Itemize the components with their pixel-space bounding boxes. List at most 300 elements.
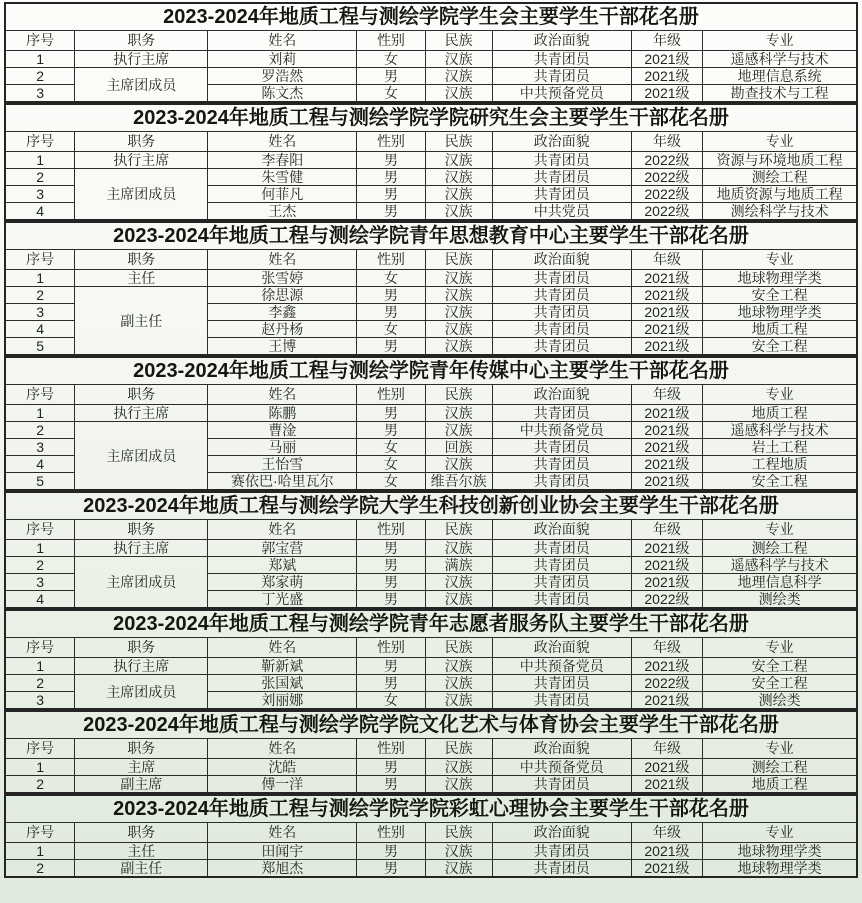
table-row [5,658,857,675]
cell-ethnicity: 汉族 [425,321,492,338]
column-header-grade: 年级 [631,739,703,759]
cell-no: 2 [5,68,75,85]
column-header-no: 序号 [5,250,75,270]
cell-major: 地质工程 [703,321,857,338]
cell-no: 4 [5,321,75,338]
column-header-position: 职务 [75,31,208,51]
cell-position: 副主任 [75,860,208,878]
column-header-position: 职务 [75,385,208,405]
cell-no: 5 [5,473,75,491]
table-row [5,68,857,85]
cell-position: 主任 [75,843,208,860]
cell-grade: 2021级 [631,287,703,304]
cell-political-status: 共青团员 [492,152,631,169]
cell-major: 勘查技术与工程 [703,85,857,103]
cell-name: 田闻宇 [208,843,357,860]
cell-major: 工程地质 [703,456,857,473]
column-header-name: 姓名 [208,739,357,759]
cell-grade: 2022级 [631,675,703,692]
cell-name: 李鑫 [208,304,357,321]
cell-no: 4 [5,591,75,609]
cell-no: 2 [5,169,75,186]
column-header-grade: 年级 [631,132,703,152]
cell-no: 2 [5,776,75,794]
cell-position: 主席团成员 [75,675,208,710]
column-header-gender: 性别 [357,739,425,759]
cell-name: 陈文杰 [208,85,357,103]
column-header-no: 序号 [5,31,75,51]
cell-ethnicity: 汉族 [425,68,492,85]
column-header-row [5,823,857,843]
table-row [5,675,857,692]
cell-major: 岩土工程 [703,439,857,456]
cell-political-status: 共青团员 [492,776,631,794]
cell-gender: 男 [357,557,425,574]
cell-grade: 2021级 [631,270,703,287]
cell-position: 主席团成员 [75,422,208,491]
cell-grade: 2021级 [631,456,703,473]
cell-ethnicity: 汉族 [425,658,492,675]
cell-name: 刘莉 [208,51,357,68]
cell-major: 安全工程 [703,658,857,675]
cell-no: 1 [5,270,75,287]
cell-name: 张雪婷 [208,270,357,287]
cell-name: 陈鹏 [208,405,357,422]
cell-ethnicity: 汉族 [425,675,492,692]
cell-major: 安全工程 [703,473,857,491]
cell-political-status: 共青团员 [492,405,631,422]
cell-political-status: 中共预备党员 [492,759,631,776]
section-title: 2023-2024年地质工程与测绘学院学生会主要学生干部花名册 [5,3,857,31]
section-title: 2023-2024年地质工程与测绘学院青年志愿者服务队主要学生干部花名册 [5,610,857,638]
cell-no: 1 [5,540,75,557]
cell-gender: 男 [357,169,425,186]
column-header-row [5,385,857,405]
cell-no: 3 [5,186,75,203]
cell-gender: 男 [357,304,425,321]
column-header-row [5,31,857,51]
column-header-gender: 性别 [357,385,425,405]
roster-section-table [4,2,858,103]
cell-ethnicity: 汉族 [425,85,492,103]
column-header-name: 姓名 [208,520,357,540]
cell-major: 安全工程 [703,287,857,304]
cell-ethnicity: 汉族 [425,51,492,68]
column-header-major: 专业 [703,638,857,658]
section-title-row [5,492,857,520]
cell-gender: 女 [357,321,425,338]
cell-gender: 男 [357,186,425,203]
cell-major: 测绘工程 [703,540,857,557]
cell-grade: 2022级 [631,591,703,609]
column-header-grade: 年级 [631,638,703,658]
cell-position: 主席团成员 [75,557,208,609]
cell-political-status: 共青团员 [492,270,631,287]
table-row [5,270,857,287]
column-header-political-status: 政治面貌 [492,132,631,152]
column-header-grade: 年级 [631,823,703,843]
section-title: 2023-2024年地质工程与测绘学院学院彩虹心理协会主要学生干部花名册 [5,795,857,823]
cell-no: 2 [5,557,75,574]
cell-ethnicity: 汉族 [425,843,492,860]
section-title-row [5,357,857,385]
cell-no: 1 [5,843,75,860]
table-row [5,759,857,776]
column-header-political-status: 政治面貌 [492,250,631,270]
column-header-ethnicity: 民族 [425,520,492,540]
cell-name: 刘丽娜 [208,692,357,710]
column-header-position: 职务 [75,520,208,540]
cell-ethnicity: 汉族 [425,203,492,221]
cell-gender: 女 [357,692,425,710]
cell-ethnicity: 满族 [425,557,492,574]
cell-ethnicity: 汉族 [425,270,492,287]
column-header-position: 职务 [75,132,208,152]
cell-major: 地质工程 [703,405,857,422]
column-header-political-status: 政治面貌 [492,823,631,843]
cell-grade: 2021级 [631,321,703,338]
cell-no: 2 [5,287,75,304]
column-header-no: 序号 [5,385,75,405]
cell-ethnicity: 汉族 [425,186,492,203]
table-row [5,557,857,574]
section-title-row [5,222,857,250]
cell-name: 丁光盛 [208,591,357,609]
cell-grade: 2021级 [631,338,703,356]
cell-grade: 2021级 [631,776,703,794]
cell-grade: 2021级 [631,473,703,491]
column-header-ethnicity: 民族 [425,638,492,658]
cell-ethnicity: 汉族 [425,860,492,878]
cell-major: 遥感科学与技术 [703,422,857,439]
column-header-position: 职务 [75,638,208,658]
column-header-major: 专业 [703,739,857,759]
cell-grade: 2021级 [631,574,703,591]
cell-name: 郑斌 [208,557,357,574]
cell-name: 郭宝营 [208,540,357,557]
column-header-grade: 年级 [631,31,703,51]
cell-gender: 男 [357,591,425,609]
cell-grade: 2022级 [631,203,703,221]
cell-ethnicity: 汉族 [425,692,492,710]
cell-major: 地质工程 [703,776,857,794]
cell-major: 测绘科学与技术 [703,203,857,221]
cell-political-status: 共青团员 [492,338,631,356]
cell-major: 地理信息系统 [703,68,857,85]
cell-name: 王杰 [208,203,357,221]
cell-major: 测绘类 [703,591,857,609]
cell-no: 2 [5,860,75,878]
cell-position: 主席团成员 [75,169,208,221]
column-header-grade: 年级 [631,250,703,270]
column-header-gender: 性别 [357,132,425,152]
cell-position: 执行主席 [75,152,208,169]
cell-no: 3 [5,439,75,456]
cell-grade: 2021级 [631,557,703,574]
cell-name: 罗浩然 [208,68,357,85]
roster-section-table [4,794,858,878]
cell-gender: 男 [357,658,425,675]
section-title-row [5,3,857,31]
cell-ethnicity: 汉族 [425,304,492,321]
cell-grade: 2022级 [631,152,703,169]
cell-no: 1 [5,405,75,422]
cell-name: 傅一洋 [208,776,357,794]
cell-ethnicity: 汉族 [425,591,492,609]
cell-name: 赛依巴·哈里瓦尔 [208,473,357,491]
table-row [5,422,857,439]
cell-grade: 2021级 [631,658,703,675]
cell-major: 安全工程 [703,675,857,692]
cell-no: 3 [5,574,75,591]
column-header-no: 序号 [5,823,75,843]
section-title: 2023-2024年地质工程与测绘学院大学生科技创新创业协会主要学生干部花名册 [5,492,857,520]
cell-gender: 女 [357,473,425,491]
cell-political-status: 中共预备党员 [492,85,631,103]
cell-grade: 2021级 [631,405,703,422]
cell-major: 地质资源与地质工程 [703,186,857,203]
cell-gender: 男 [357,843,425,860]
cell-gender: 男 [357,759,425,776]
cell-political-status: 共青团员 [492,439,631,456]
cell-grade: 2021级 [631,85,703,103]
cell-name: 赵丹杨 [208,321,357,338]
table-row [5,776,857,794]
column-header-political-status: 政治面貌 [492,520,631,540]
cell-no: 2 [5,675,75,692]
cell-grade: 2021级 [631,51,703,68]
cell-no: 1 [5,759,75,776]
section-title: 2023-2024年地质工程与测绘学院学院研究生会主要学生干部花名册 [5,104,857,132]
cell-no: 3 [5,692,75,710]
cell-political-status: 共青团员 [492,591,631,609]
cell-political-status: 共青团员 [492,557,631,574]
cell-name: 李春阳 [208,152,357,169]
cell-political-status: 共青团员 [492,51,631,68]
column-header-position: 职务 [75,739,208,759]
cell-name: 王博 [208,338,357,356]
cell-political-status: 共青团员 [492,843,631,860]
cell-political-status: 共青团员 [492,68,631,85]
table-row [5,51,857,68]
cell-no: 1 [5,51,75,68]
cell-gender: 男 [357,287,425,304]
cell-gender: 男 [357,405,425,422]
column-header-ethnicity: 民族 [425,31,492,51]
cell-position: 执行主席 [75,658,208,675]
column-header-name: 姓名 [208,31,357,51]
cell-name: 马丽 [208,439,357,456]
cell-major: 地球物理学类 [703,843,857,860]
cell-grade: 2021级 [631,843,703,860]
cell-name: 王怡雪 [208,456,357,473]
cell-gender: 男 [357,422,425,439]
cell-position: 执行主席 [75,405,208,422]
column-header-gender: 性别 [357,250,425,270]
cell-gender: 女 [357,270,425,287]
cell-ethnicity: 汉族 [425,776,492,794]
table-row [5,169,857,186]
table-row [5,287,857,304]
cell-ethnicity: 汉族 [425,405,492,422]
column-header-major: 专业 [703,520,857,540]
column-header-no: 序号 [5,520,75,540]
section-title: 2023-2024年地质工程与测绘学院学院文化艺术与体育协会主要学生干部花名册 [5,711,857,739]
roster-section-table [4,609,858,710]
column-header-grade: 年级 [631,385,703,405]
cell-political-status: 共青团员 [492,321,631,338]
cell-name: 郑旭杰 [208,860,357,878]
cell-major: 遥感科学与技术 [703,557,857,574]
cell-major: 地球物理学类 [703,860,857,878]
cell-name: 徐思源 [208,287,357,304]
column-header-gender: 性别 [357,638,425,658]
roster-section-table [4,221,858,356]
column-header-political-status: 政治面貌 [492,385,631,405]
cell-no: 4 [5,203,75,221]
column-header-major: 专业 [703,132,857,152]
cell-grade: 2022级 [631,169,703,186]
roster-section-table [4,356,858,491]
cell-political-status: 中共预备党员 [492,658,631,675]
cell-position: 主席团成员 [75,68,208,103]
cell-gender: 男 [357,152,425,169]
cell-political-status: 共青团员 [492,574,631,591]
cell-gender: 女 [357,51,425,68]
column-header-no: 序号 [5,739,75,759]
cell-major: 资源与环境地质工程 [703,152,857,169]
cell-political-status: 共青团员 [492,169,631,186]
column-header-row [5,250,857,270]
table-row [5,152,857,169]
cell-ethnicity: 汉族 [425,287,492,304]
cell-ethnicity: 汉族 [425,574,492,591]
column-header-major: 专业 [703,31,857,51]
cell-name: 郑家萌 [208,574,357,591]
cell-major: 地理信息科学 [703,574,857,591]
cell-gender: 男 [357,68,425,85]
cell-gender: 男 [357,574,425,591]
cell-no: 4 [5,456,75,473]
column-header-gender: 性别 [357,31,425,51]
cell-gender: 男 [357,203,425,221]
cell-name: 曹淦 [208,422,357,439]
cell-political-status: 共青团员 [492,540,631,557]
cell-ethnicity: 回族 [425,439,492,456]
cell-gender: 男 [357,860,425,878]
table-row [5,405,857,422]
cell-no: 5 [5,338,75,356]
column-header-name: 姓名 [208,385,357,405]
cell-grade: 2021级 [631,860,703,878]
cell-position: 副主任 [75,287,208,356]
cell-name: 沈皓 [208,759,357,776]
cell-grade: 2021级 [631,439,703,456]
cell-major: 地球物理学类 [703,304,857,321]
cell-ethnicity: 维吾尔族 [425,473,492,491]
cell-ethnicity: 汉族 [425,152,492,169]
cell-major: 测绘工程 [703,169,857,186]
cell-gender: 男 [357,776,425,794]
cell-grade: 2021级 [631,759,703,776]
cell-political-status: 共青团员 [492,692,631,710]
section-title-row [5,104,857,132]
section-title-row [5,795,857,823]
cell-major: 安全工程 [703,338,857,356]
column-header-gender: 性别 [357,520,425,540]
cell-ethnicity: 汉族 [425,759,492,776]
column-header-ethnicity: 民族 [425,739,492,759]
column-header-major: 专业 [703,385,857,405]
column-header-row [5,520,857,540]
column-header-position: 职务 [75,250,208,270]
cell-gender: 女 [357,456,425,473]
roster-section-table [4,491,858,609]
column-header-row [5,638,857,658]
section-title-row [5,610,857,638]
cell-grade: 2022级 [631,186,703,203]
cell-ethnicity: 汉族 [425,456,492,473]
column-header-row [5,739,857,759]
cell-major: 地球物理学类 [703,270,857,287]
cell-name: 张国斌 [208,675,357,692]
cell-no: 1 [5,658,75,675]
column-header-major: 专业 [703,823,857,843]
cell-name: 靳新斌 [208,658,357,675]
column-header-grade: 年级 [631,520,703,540]
cell-grade: 2021级 [631,304,703,321]
cell-major: 遥感科学与技术 [703,51,857,68]
cell-political-status: 共青团员 [492,456,631,473]
column-header-ethnicity: 民族 [425,132,492,152]
table-row [5,843,857,860]
column-header-name: 姓名 [208,132,357,152]
table-row [5,860,857,878]
column-header-ethnicity: 民族 [425,385,492,405]
column-header-major: 专业 [703,250,857,270]
cell-political-status: 共青团员 [492,186,631,203]
cell-position: 执行主席 [75,51,208,68]
cell-no: 3 [5,85,75,103]
cell-position: 执行主席 [75,540,208,557]
cell-position: 主席 [75,759,208,776]
roster-section-table [4,103,858,221]
cell-gender: 男 [357,338,425,356]
cell-gender: 女 [357,85,425,103]
cell-political-status: 共青团员 [492,287,631,304]
cell-political-status: 共青团员 [492,675,631,692]
cell-political-status: 共青团员 [492,473,631,491]
column-header-no: 序号 [5,638,75,658]
cell-grade: 2021级 [631,422,703,439]
cell-name: 何菲凡 [208,186,357,203]
cell-political-status: 中共党员 [492,203,631,221]
roster-section-table [4,710,858,794]
cell-ethnicity: 汉族 [425,540,492,557]
column-header-no: 序号 [5,132,75,152]
cell-gender: 男 [357,540,425,557]
column-header-row [5,132,857,152]
column-header-ethnicity: 民族 [425,823,492,843]
section-title: 2023-2024年地质工程与测绘学院青年传媒中心主要学生干部花名册 [5,357,857,385]
cell-ethnicity: 汉族 [425,338,492,356]
column-header-political-status: 政治面貌 [492,739,631,759]
column-header-political-status: 政治面貌 [492,31,631,51]
cell-no: 3 [5,304,75,321]
cell-grade: 2021级 [631,692,703,710]
column-header-ethnicity: 民族 [425,250,492,270]
table-row [5,540,857,557]
